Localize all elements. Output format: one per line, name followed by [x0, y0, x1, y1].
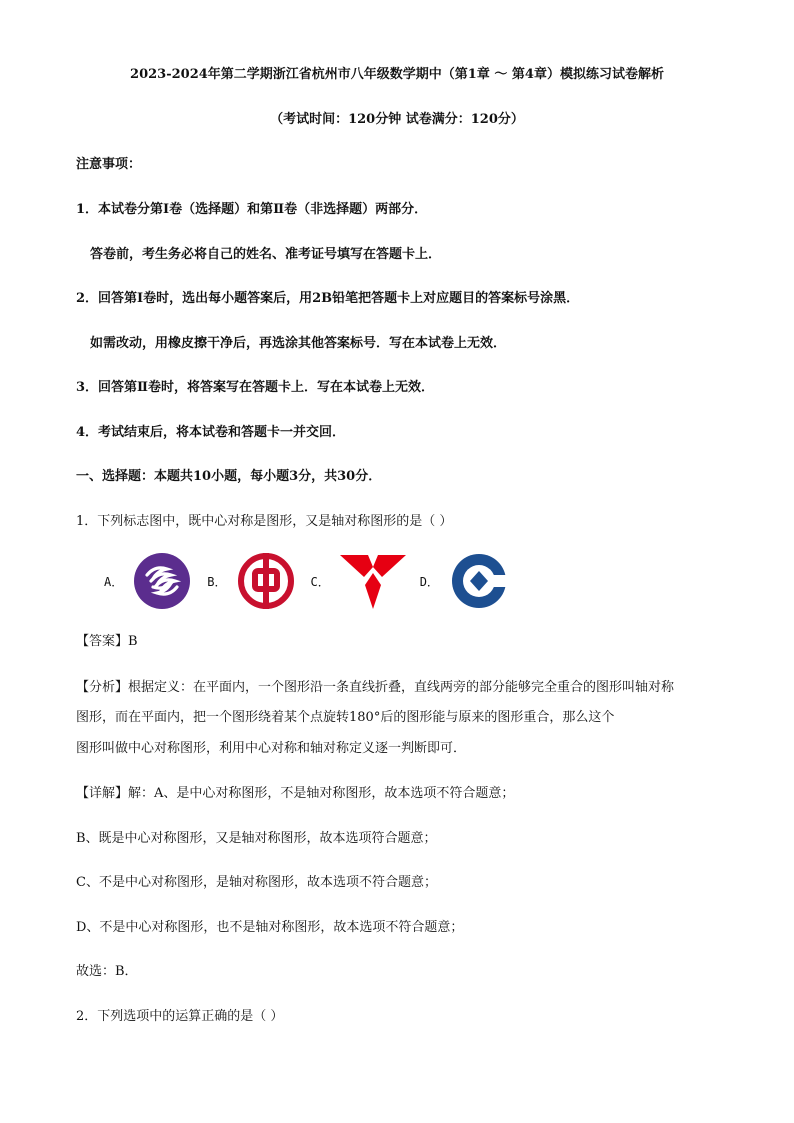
bank-of-communications-logo-icon [449, 553, 509, 609]
option-label: D． [419, 574, 439, 589]
note-item: 4．考试结束后，将本试卷和答题卡一并交回． [76, 425, 346, 440]
question-1-stem: 1．下列标志图中，既中心对称是图形，又是轴对称图形的是（ ） [76, 514, 453, 529]
analysis-line: 【分析】根据定义：在平面内，一个图形沿一条直线折叠，直线两旁的部分能够完全重合的图形叫轴对称 [76, 680, 675, 695]
answer-line: 【答案】B [76, 634, 138, 649]
exam-time-info: （考试时间：120分钟 试卷满分：120分） [270, 112, 524, 127]
section-heading: 一、选择题：本题共10小题，每小题3分，共30分． [76, 469, 382, 484]
question-2-stem: 2．下列选项中的运算正确的是（ ） [76, 1009, 284, 1024]
detail-line: C、不是中心对称图形，是轴对称图形，故本选项不符合题意； [76, 875, 437, 890]
note-item: 3．回答第Ⅱ卷时，将答案写在答题卡上．写在本试卷上无效． [76, 380, 435, 395]
detail-line: D、不是中心对称图形，也不是轴对称图形，故本选项不符合题意； [76, 920, 464, 935]
notes-heading: 注意事项： [76, 157, 142, 172]
option-label: B． [207, 574, 227, 589]
china-mobile-logo-icon [133, 553, 193, 609]
option-d[interactable] [420, 553, 509, 609]
note-item: 2．回答第Ⅰ卷时，选出每小题答案后，用2B铅笔把答题卡上对应题目的答案标号涂黑． [76, 291, 580, 306]
analysis-line: 图形叫做中心对称图形，利用中心对称和轴对称定义逐一判断即可． [76, 741, 467, 756]
option-label: A． [104, 574, 124, 589]
option-a[interactable] [104, 553, 193, 609]
note-item: 1．本试卷分第Ⅰ卷（选择题）和第Ⅱ卷（非选择题）两部分． [76, 202, 428, 217]
option-label: C． [310, 574, 330, 589]
note-item: 如需改动，用橡皮擦干净后，再选涂其他答案标号．写在本试卷上无效． [90, 336, 507, 351]
mitsubishi-logo-icon [340, 553, 406, 609]
bank-of-china-logo-icon [236, 553, 296, 609]
detail-line: B、既是中心对称图形，又是轴对称图形，故本选项符合题意； [76, 831, 437, 846]
analysis-line: 图形，而在平面内，把一个图形绕着某个点旋转180°后的图形能与原来的图形重合，那么这个 [76, 710, 615, 725]
question-1-options [104, 553, 523, 609]
page-title: 2023-2024年第二学期浙江省杭州市八年级数学期中（第1章 ～ 第4章）模拟练习试卷解析 [130, 67, 664, 82]
option-c[interactable] [310, 553, 405, 609]
detail-line: 【详解】解：A、是中心对称图形，不是轴对称图形，故本选项不符合题意； [76, 786, 515, 801]
conclusion-line: 故选：B． [76, 964, 138, 979]
option-b[interactable] [207, 553, 296, 609]
note-item: 答卷前，考生务必将自己的姓名、准考证号填写在答题卡上． [90, 247, 442, 262]
